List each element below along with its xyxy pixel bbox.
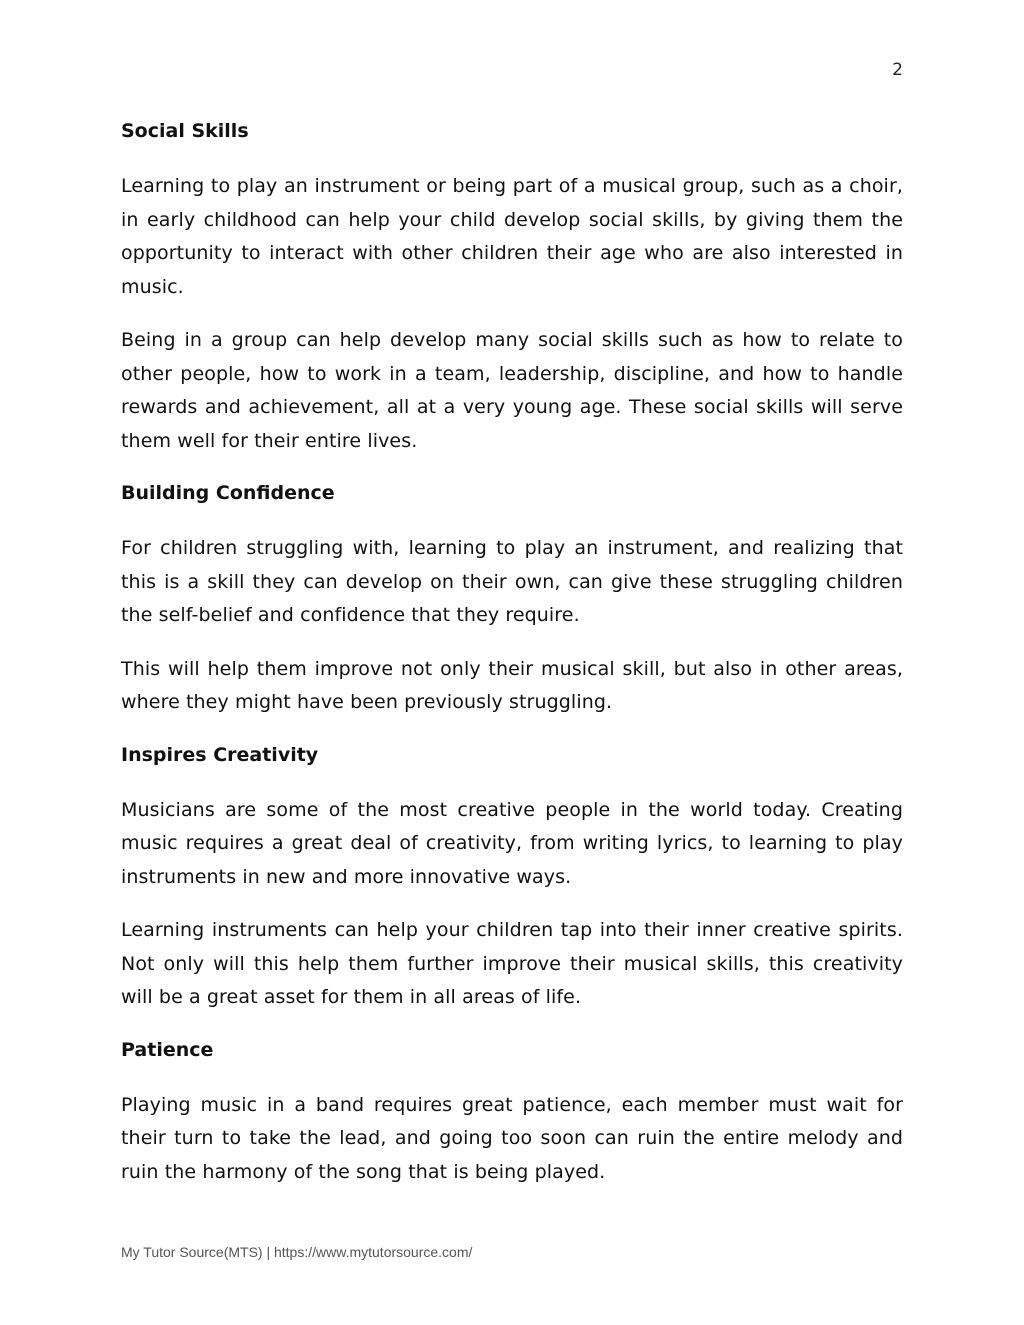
- section-patience: [121, 1035, 903, 1190]
- section-heading: Social Skills: [121, 120, 249, 142]
- section-heading: Inspires Creativity: [121, 743, 319, 766]
- section-building-confidence: [121, 478, 903, 720]
- page-number: 2: [892, 60, 903, 80]
- section-heading: Building Confidence: [121, 482, 335, 504]
- paragraph: Being in a group can help develop many social skills such as how to relate to other people, how to work in a team, leadership, discipline, and how to handle rewards and achievement, all at a very young age. These social skills will serve them well for their entire lives.: [121, 329, 903, 452]
- document-body: [121, 116, 903, 1209]
- paragraph: Playing music in a band requires great patience, each member must wait for their turn to take the lead, and going too soon can ruin the entire melody and ruin the harmony of the song that is being played.: [121, 1093, 903, 1183]
- paragraph: Musicians are some of the most creative people in the world today. Creating music requires a great deal of creativity, from writing lyrics, to learning to play instruments in new and more innovative ways.: [121, 798, 903, 888]
- paragraph: For children struggling with, learning to play an instrument, and realizing that this is a skill they can develop on their own, can give these struggling children the self-belief and confidence that they require.: [121, 537, 903, 626]
- paragraph: Learning to play an instrument or being part of a musical group, such as a choir, in early childhood can help your child develop social skills, by giving them the opportunity to interact with other children their age who are also interested in music.: [121, 175, 903, 298]
- section-social-skills: [121, 116, 903, 458]
- paragraph: This will help them improve not only their musical skill, but also in other areas, where they might have been previously struggling.: [121, 657, 903, 713]
- section-inspires-creativity: [121, 740, 903, 1015]
- section-heading: Patience: [121, 1038, 214, 1061]
- paragraph: Learning instruments can help your children tap into their inner creative spirits. Not only will this help them further improve their musical skills, this creativity will be a great asset for them in all areas of life.: [121, 919, 903, 1008]
- page-footer: My Tutor Source(MTS) | https://www.mytutorsource.com/: [121, 1244, 473, 1260]
